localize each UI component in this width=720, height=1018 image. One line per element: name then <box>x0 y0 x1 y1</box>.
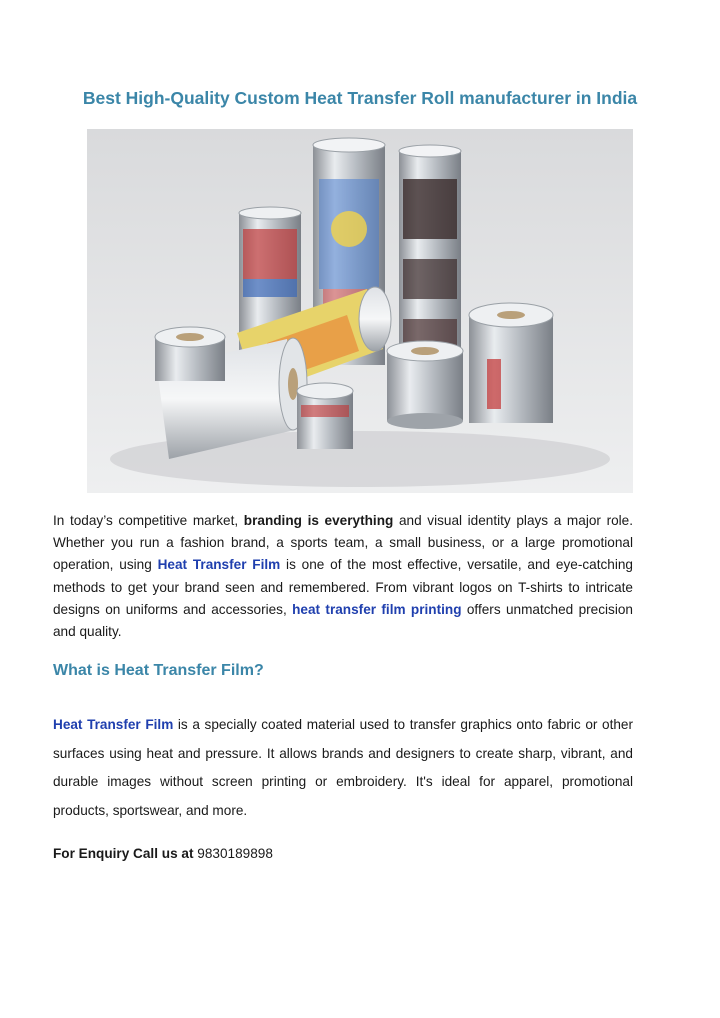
enquiry-phone[interactable]: 9830189898 <box>197 846 273 861</box>
definition-text: is a specially coated material used to transfer graphics onto fabric or other surfaces using heat and pressure. It allows brands and designers to create sharp, vibrant, and durable images without screen printing or embroidery. It's ideal for apparel, promotional products, sportswear, and more. <box>53 717 634 818</box>
heat-transfer-film-link[interactable]: Heat Transfer Film <box>157 557 281 573</box>
intro-text-1: In today’s competitive market, <box>53 513 244 528</box>
intro-paragraph <box>53 510 633 643</box>
roll-clear-right <box>469 303 553 423</box>
intro-text-2: and visual identity plays a major role. Whether you run a fashion brand, a sports team, a small business, or a large promotional operation, using <box>53 513 634 573</box>
page-title: Best High-Quality Custom Heat Transfer Roll manufacturer in India <box>82 88 638 108</box>
roll-small-left <box>155 327 225 381</box>
intro-emphasis: branding is everything <box>243 513 394 528</box>
enquiry-line <box>53 846 273 861</box>
definition-heat-transfer-film-link[interactable]: Heat Transfer Film <box>53 717 174 732</box>
enquiry-label: For Enquiry Call us at <box>53 846 194 861</box>
hero-image-heat-transfer-rolls <box>87 129 633 493</box>
intro-text-4: offers unmatched precision and quality. <box>53 601 633 640</box>
intro-text-3: is one of the most effective, versatile, and eye-catching methods to get your brand seen and remembered. From vibrant logos on T-shirts to intricate designs on uniforms and accessories, <box>53 557 633 617</box>
roll-clear-front <box>387 341 463 429</box>
heat-transfer-film-printing-link[interactable]: heat transfer film printing <box>292 601 462 617</box>
definition-paragraph <box>53 711 633 825</box>
roll-small-front <box>297 383 353 449</box>
section-heading: What is Heat Transfer Film? <box>53 662 264 679</box>
